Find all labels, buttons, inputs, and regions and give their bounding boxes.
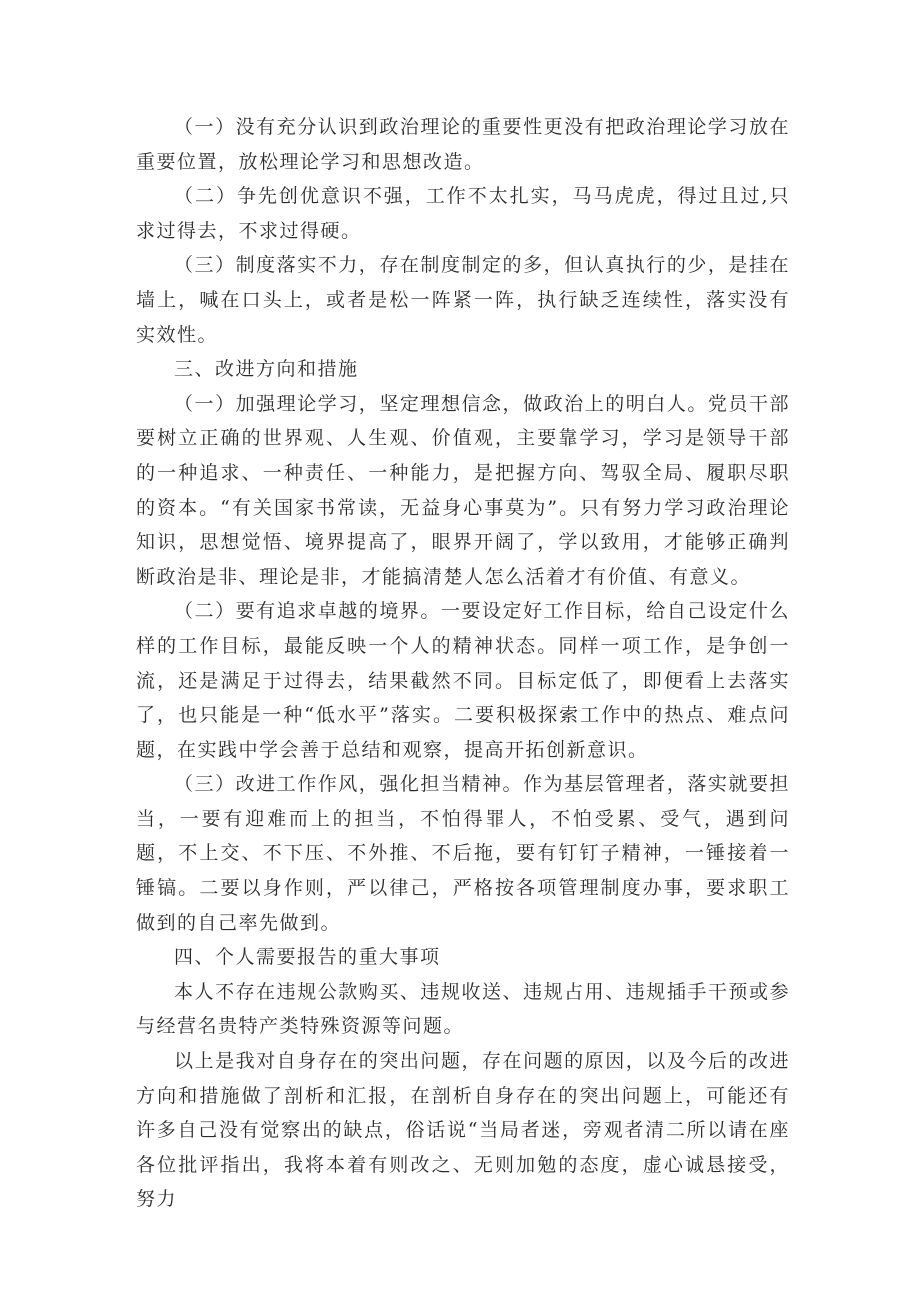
paragraph-measure-1: （一）加强理论学习，坚定理想信念，做政治上的明白人。党员干部要树立正确的世界观、人生观、价值观，主要靠学习，学习是领导干部的一种追求、一种责任、一种能力，是把握方向、驾驭全局、履职尽职的资本。“有关国家书常读，无益身心事莫为”。只有努力学习政治理论知识，思想觉悟、境界提高了，眼界开阔了，学以致用，才能够正确判断政治是非、理论是非，才能搞清楚人怎么活着才有价值、有意义。 xyxy=(136,392,790,588)
paragraph-measure-2: （二）要有追求卓越的境界。一要设定好工作目标，给自己设定什么样的工作目标，最能反映一个人的精神状态。同样一项工作，是争创一流，还是满足于过得去，结果截然不同。目标定低了，即便看上去落实了，也只能是一种“低水平”落实。二要积极探索工作中的热点、难点问题，在实践中学会善于总结和观察，提高开拓创新意识。 xyxy=(136,600,790,761)
paragraph-report: 本人不存在违规公款购买、违规收送、违规占用、违规插手干预或参与经营名贵特产类特殊资源等问题。 xyxy=(136,980,790,1038)
paragraph-problem-2: （二）争先创优意识不强，工作不太扎实，马马虎虎，得过且过,只求过得去，不求过得硬。 xyxy=(136,185,790,242)
section-heading-report: 四、个人需要报告的重大事项 xyxy=(174,946,441,969)
paragraph-problem-1: （一）没有充分认识到政治理论的重要性更没有把政治理论学习放在重要位置，放松理论学习和思想改造。 xyxy=(136,116,790,173)
paragraph-measure-3: （三）改进工作作风，强化担当精神。作为基层管理者，落实就要担当，一要有迎难而上的担当，不怕得罪人，不怕受累、受气，遇到问题，不上交、不下压、不外推、不后拖，要有钉钉子精神，一锤接着一锤镐。二要以身作则，严以律己，严格按各项管理制度办事，要求职工做到的自己率先做到。 xyxy=(136,773,790,934)
paragraph-conclusion: 以上是我对自身存在的突出问题，存在问题的原因，以及今后的改进方向和措施做了剖析和汇报，在剖析自身存在的突出问题上，可能还有许多自己没有觉察出的缺点，俗话说“当局者迷，旁观者清二所以请在座各位批评指出，我将本着有则改之、无则加勉的态度，虚心诚恳接受，努力 xyxy=(136,1050,790,1211)
section-heading-improvement: 三、改进方向和措施 xyxy=(174,358,359,381)
paragraph-problem-3: （三）制度落实不力，存在制度制定的多，但认真执行的少，是挂在墙上，喊在口头上，或者是松一阵紧一阵，执行缺乏连续性，落实没有实效性。 xyxy=(136,254,790,346)
document-body xyxy=(136,110,790,1217)
